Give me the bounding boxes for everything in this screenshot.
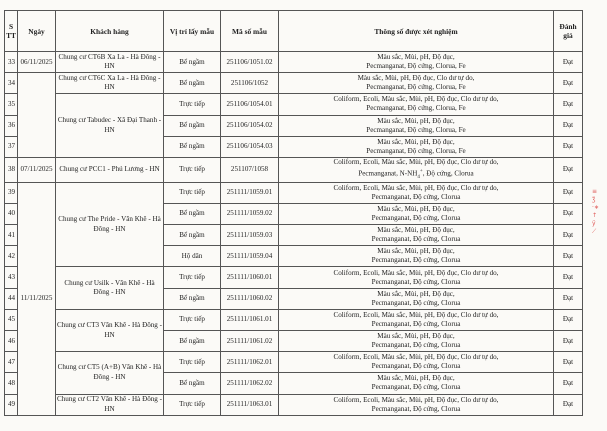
row-stt: 33 [5, 52, 18, 73]
row-result: Đạt [554, 246, 583, 267]
row-stt: 35 [5, 94, 18, 115]
params-line-2: Pecmanganat, Độ cứng, Clorua, Fe [366, 104, 466, 113]
params-2b: , Độ cứng, Clorua [422, 169, 474, 178]
row-date: 07/11/2025 [18, 157, 56, 182]
row-stt: 40 [5, 203, 18, 224]
row-stt: 39 [5, 182, 18, 203]
params-line-1: Màu sắc, Mùi, pH, Độ đục, [377, 332, 455, 341]
table-row [5, 352, 583, 373]
row-sample-code: 251111/1061.02 [221, 331, 279, 352]
row-result: Đạt [554, 203, 583, 224]
row-stt: 42 [5, 246, 18, 267]
params-line-2 [280, 167, 552, 182]
row-sample-code: 251111/1059.04 [221, 246, 279, 267]
row-location: Bể ngầm [164, 225, 221, 246]
row-customer: Chung cư CT6B Xa La - Hà Đông - HN [56, 52, 164, 73]
row-location: Bể ngầm [164, 136, 221, 157]
table-row [5, 52, 583, 73]
params-2a: Pecmanganat, N-NH [358, 169, 418, 178]
row-location: Bể ngầm [164, 373, 221, 394]
header-row [5, 11, 583, 52]
row-parameters [279, 52, 554, 73]
row-result: Đạt [554, 73, 583, 94]
red-stamp-mark: ≡ ʒ̈ ·∗ ↑ ÿ ⟋ [592, 188, 599, 235]
row-parameters [279, 352, 554, 373]
row-stt: 43 [5, 267, 18, 288]
params-line-2: Pecmanganat, Độ cứng, Clorua [371, 383, 461, 392]
row-parameters [279, 73, 554, 94]
params-line-1: Màu sắc, Mùi, pH, Độ đục, [377, 226, 455, 235]
params-line-1: Coliform, Ecoli, Màu sắc, Mùi, pH, Độ đục, Clo dư tự do, [333, 183, 499, 192]
row-stt: 44 [5, 288, 18, 309]
row-result: Đạt [554, 352, 583, 373]
params-line-2: Pecmanganat, Độ cứng, Clorua [371, 362, 461, 371]
params-line-2: Pecmanganat, Độ cứng, Clorua [371, 341, 461, 350]
row-date: 11/11/2025 [18, 182, 56, 415]
row-sample-code: 251111/1059.03 [221, 225, 279, 246]
row-sample-code: 251106/1054.02 [221, 115, 279, 136]
params-line-2: Pecmanganat, Độ cứng, Clorua, Fe [366, 146, 466, 155]
params-line-1: Màu sắc, Mùi, pH, Độ đục, [377, 289, 455, 298]
params-line-1: Coliform, Ecoli, Màu sắc, Mùi, pH, Độ đục, Clo dư tự do, [333, 395, 499, 404]
row-location: Bể ngầm [164, 115, 221, 136]
row-sample-code: 251107/1058 [221, 157, 279, 182]
row-customer: Chung cư CT2 Văn Khê - Hà Đông - HN [56, 394, 164, 415]
row-sample-code: 251111/1059.01 [221, 182, 279, 203]
table-row [5, 309, 583, 330]
row-parameters [279, 394, 554, 415]
params-line-2: Pecmanganat, Độ cứng, Clorua [371, 277, 461, 286]
params-line-1: Màu sắc, Mùi, pH, Độ đục, [377, 137, 455, 146]
row-location: Trực tiếp [164, 394, 221, 415]
row-sample-code: 251111/1059.02 [221, 203, 279, 224]
row-customer: Chung cư Tabudec - Xã Đại Thanh - HN [56, 94, 164, 158]
table-row [5, 94, 583, 115]
row-parameters [279, 288, 554, 309]
row-parameters [279, 373, 554, 394]
row-customer: Chung cư Usilk - Văn Khê - Hà Đông - HN [56, 267, 164, 309]
params-line-2: Pecmanganat, Độ cứng, Clorua, Fe [366, 62, 466, 71]
table-row [5, 394, 583, 415]
row-location: Bể ngầm [164, 52, 221, 73]
row-sample-code: 251106/1052 [221, 73, 279, 94]
params-line-1: Coliform, Ecoli, Màu sắc, Mùi, pH, Độ đục, Clo dư tự do, [333, 353, 499, 362]
header-stt: S TT [5, 11, 18, 52]
params-2-sub: 4 [417, 174, 420, 180]
row-parameters [279, 115, 554, 136]
row-location: Trực tiếp [164, 267, 221, 288]
row-customer: Chung cư CT6C Xa La - Hà Đông - HN [56, 73, 164, 94]
row-parameters [279, 136, 554, 157]
params-line-2: Pecmanganat, Độ cứng, Clorua [371, 192, 461, 201]
params-line-2: Pecmanganat, Độ cứng, Clorua [371, 404, 461, 413]
row-parameters [279, 246, 554, 267]
row-parameters [279, 203, 554, 224]
row-stt: 45 [5, 309, 18, 330]
row-parameters [279, 157, 554, 182]
row-sample-code: 251106/1054.03 [221, 136, 279, 157]
row-customer: Chung cư CT5 (A+B) Văn Khê - Hà Đông - HN [56, 352, 164, 394]
params-line-2: Pecmanganat, Độ cứng, Clorua [371, 319, 461, 328]
params-line-1: Màu sắc, Mùi, pH, Độ đục, [377, 116, 455, 125]
row-location: Bể ngầm [164, 203, 221, 224]
row-sample-code: 251111/1061.01 [221, 309, 279, 330]
row-location: Hộ dân [164, 246, 221, 267]
row-location: Bể ngầm [164, 331, 221, 352]
row-sample-code: 251111/1062.01 [221, 352, 279, 373]
params-line-2: Pecmanganat, Độ cứng, Clorua [371, 256, 461, 265]
params-line-1: Coliform, Ecoli, Màu sắc, Mùi, pH, Độ đục, Clo dư tự do, [333, 310, 499, 319]
row-parameters [279, 225, 554, 246]
params-line-2: Pecmanganat, Độ cứng, Clorua [371, 213, 461, 222]
row-result: Đạt [554, 225, 583, 246]
row-parameters [279, 94, 554, 115]
row-result: Đạt [554, 52, 583, 73]
row-result: Đạt [554, 115, 583, 136]
row-stt: 47 [5, 352, 18, 373]
table-row [5, 182, 583, 203]
params-line-1: Màu sắc, Mùi, pH, Độ đục, Clo dư tự do, [357, 74, 475, 83]
row-stt: 34 [5, 73, 18, 94]
table-row [5, 267, 583, 288]
params-line-2: Pecmanganat, Độ cứng, Clorua [371, 235, 461, 244]
params-line-1: Màu sắc, Mùi, pH, Độ đục, [377, 247, 455, 256]
params-line-1: Màu sắc, Mùi, pH, Độ đục, [377, 374, 455, 383]
row-result: Đạt [554, 136, 583, 157]
row-sample-code: 251106/1054.01 [221, 94, 279, 115]
params-line-2: Pecmanganat, Độ cứng, Clorua [371, 298, 461, 307]
test-results-table [4, 10, 583, 416]
row-location: Trực tiếp [164, 157, 221, 182]
row-result: Đạt [554, 309, 583, 330]
params-line-1: Coliform, Ecoli, Màu sắc, Mùi, pH, Độ đục, Clo dư tự do, [333, 268, 499, 277]
row-result: Đạt [554, 267, 583, 288]
row-sample-code: 251111/1062.02 [221, 373, 279, 394]
row-result: Đạt [554, 288, 583, 309]
params-line-1: Coliform, Ecoli, Màu sắc, Mùi, pH, Độ đục, Clo dư tự do, [333, 157, 499, 166]
row-sample-code: 251106/1051.02 [221, 52, 279, 73]
row-stt: 41 [5, 225, 18, 246]
header-date: Ngày [18, 11, 56, 52]
row-customer: Chung cư PCC1 - Phú Lương - HN [56, 157, 164, 182]
row-customer: Chung cư CT3 Văn Khê - Hà Đông - HN [56, 309, 164, 351]
row-stt: 49 [5, 394, 18, 415]
row-result: Đạt [554, 157, 583, 182]
params-line-2: Pecmanganat, Độ cứng, Clorua, Fe [366, 83, 466, 92]
row-result: Đạt [554, 182, 583, 203]
header-customer: Khách hàng [56, 11, 164, 52]
row-location: Trực tiếp [164, 352, 221, 373]
row-result: Đạt [554, 394, 583, 415]
row-date: 06/11/2025 [18, 52, 56, 73]
header-location: Vị trí lấy mẫu [164, 11, 221, 52]
header-parameters: Thông số được xét nghiệm [279, 11, 554, 52]
row-location: Bể ngầm [164, 288, 221, 309]
row-result: Đạt [554, 94, 583, 115]
row-stt: 46 [5, 331, 18, 352]
row-parameters [279, 182, 554, 203]
row-sample-code: 251111/1060.02 [221, 288, 279, 309]
row-customer: Chung cư The Pride - Văn Khê - Hà Đông - HN [56, 182, 164, 267]
row-location: Bể ngầm [164, 73, 221, 94]
row-stt: 36 [5, 115, 18, 136]
row-result: Đạt [554, 331, 583, 352]
table-row [5, 73, 583, 94]
params-line-1: Màu sắc, Mùi, pH, Độ đục, [377, 204, 455, 213]
params-line-1: Màu sắc, Mùi, pH, Độ đục, [377, 53, 455, 62]
row-sample-code: 251111/1063.01 [221, 394, 279, 415]
params-line-1: Coliform, Ecoli, Màu sắc, Mùi, pH, Độ đục, Clo dư tự do, [333, 95, 499, 104]
row-parameters [279, 309, 554, 330]
params-2-sup: + [419, 168, 423, 174]
row-location: Trực tiếp [164, 182, 221, 203]
row-location: Trực tiếp [164, 94, 221, 115]
row-parameters [279, 267, 554, 288]
header-result: Đánh giá [554, 11, 583, 52]
table-row [5, 157, 583, 182]
row-location: Trực tiếp [164, 309, 221, 330]
row-stt: 37 [5, 136, 18, 157]
params-line-2: Pecmanganat, Độ cứng, Clorua, Fe [366, 125, 466, 134]
row-stt: 38 [5, 157, 18, 182]
row-result: Đạt [554, 373, 583, 394]
row-date [18, 73, 56, 158]
row-stt: 48 [5, 373, 18, 394]
row-parameters [279, 331, 554, 352]
row-sample-code: 251111/1060.01 [221, 267, 279, 288]
header-sample-code: Mã số mẫu [221, 11, 279, 52]
